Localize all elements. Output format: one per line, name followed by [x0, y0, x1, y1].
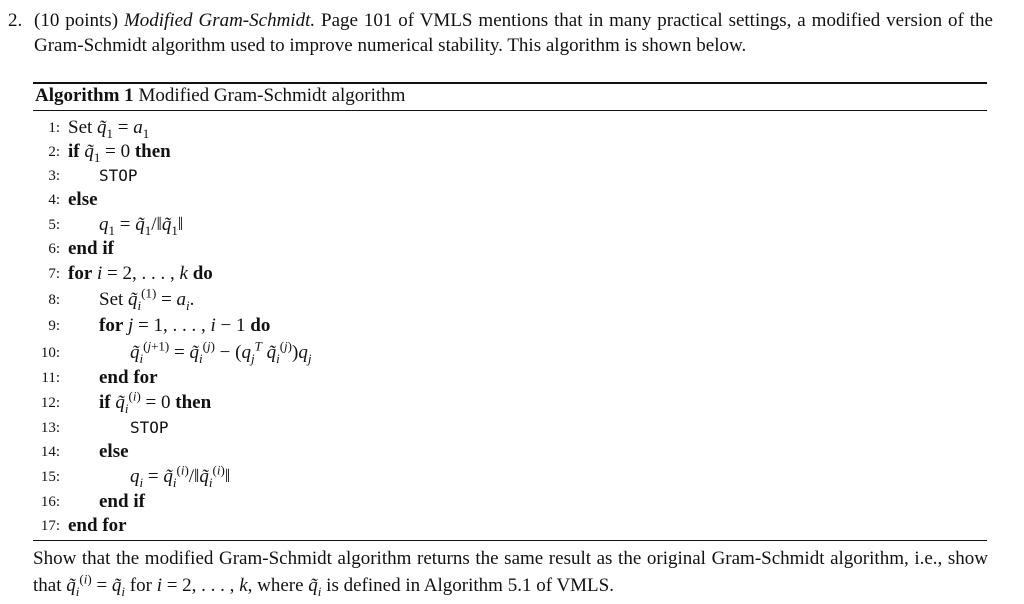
keyword: end for — [68, 515, 127, 536]
keyword: end if — [68, 238, 114, 259]
algorithm-caption — [35, 84, 405, 108]
line-number: 9: — [48, 318, 60, 334]
line-number: 5: — [48, 217, 60, 233]
algorithm-title-rule — [33, 110, 987, 111]
line-number: 12: — [40, 395, 60, 411]
line-number: 3: — [48, 168, 60, 184]
keyword: end if — [99, 491, 145, 512]
keyword: for — [68, 263, 93, 284]
keyword: if — [68, 141, 80, 162]
line-number: 13: — [40, 420, 60, 436]
closing-paragraph: Show that the modified Gram-Schmidt algorithm returns the same result as the original Gram-Schmidt algorithm, i.e., show that $q̃_i^{(i)}$ = $q̃_i$ for i = 2, . . . , k, where $q̃_i$ is defined in Algorithm 5.1 of VMLS. — [33, 548, 988, 599]
keyword: else — [68, 189, 98, 210]
keyword: if — [99, 392, 111, 413]
problem-statement — [8, 8, 993, 58]
line-number: 4: — [48, 192, 60, 208]
line-number: 10: — [40, 345, 60, 361]
line-number: 14: — [40, 444, 60, 460]
problem-points: (10 points) — [34, 10, 119, 31]
line-number: 16: — [40, 494, 60, 510]
problem-topic: Modified Gram-Schmidt. — [123, 10, 316, 31]
line-number: 7: — [48, 266, 60, 282]
line-number: 8: — [48, 292, 60, 308]
algorithm-label: Algorithm 1 — [35, 85, 134, 106]
keyword: else — [99, 441, 129, 462]
algorithm-bottom-rule — [33, 540, 987, 541]
line-number: 11: — [41, 370, 60, 386]
keyword: for — [99, 315, 124, 336]
problem-intro: Page 101 of VMLS mentions that in many practical settings, a modified version of the Gram-Schmidt algorithm used to improve numerical stability. This algorithm is shown below. — [34, 10, 993, 56]
line-number: 2: — [48, 144, 60, 160]
keyword: end for — [99, 367, 158, 388]
algorithm-title: Modified Gram-Schmidt algorithm — [138, 85, 406, 106]
line-number: 6: — [48, 241, 60, 257]
line-number: 1: — [48, 120, 60, 136]
line-number: 17: — [40, 518, 60, 534]
problem-number: 2. — [8, 10, 23, 31]
line-number: 15: — [40, 469, 60, 485]
